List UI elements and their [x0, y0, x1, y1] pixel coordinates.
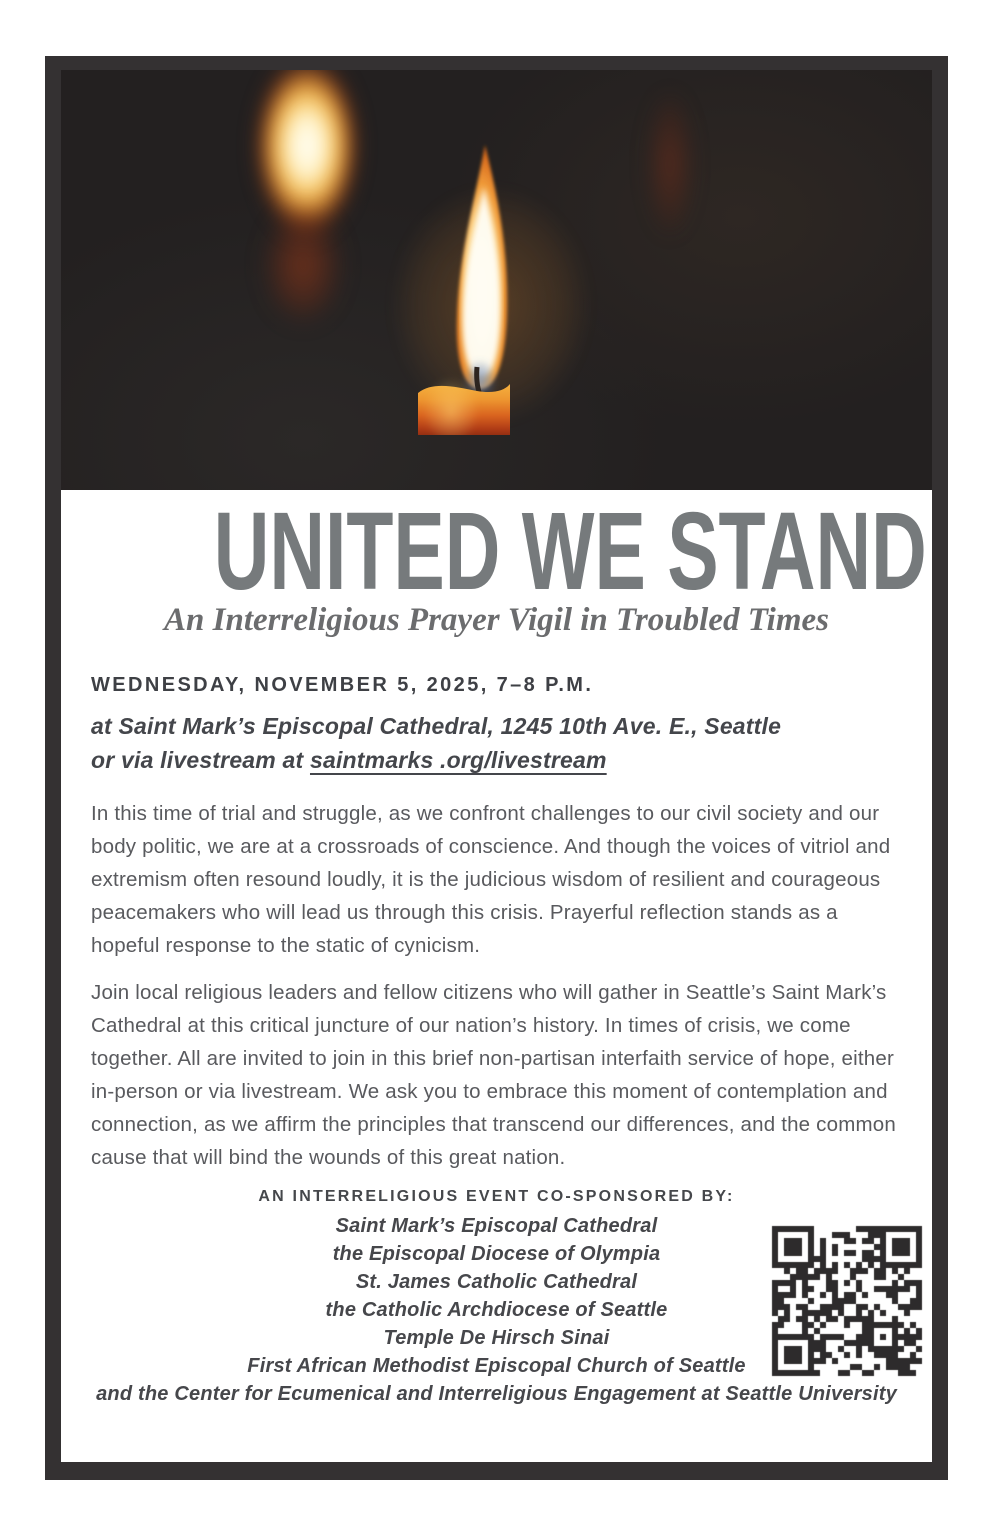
poster-inner: [61, 70, 932, 1462]
candle-photo: [61, 70, 932, 490]
sponsor-item: Temple De Hirsch Sinai: [383, 1327, 610, 1349]
page-title: [61, 490, 932, 613]
text-column: [61, 674, 932, 1174]
event-datetime: WEDNESDAY, NOVEMBER 5, 2025, 7–8 P.M.: [91, 674, 594, 696]
sponsor-item: Saint Mark’s Episcopal Cathedral: [335, 1215, 658, 1237]
event-location-block: [91, 709, 906, 777]
body-paragraph-1: In this time of trial and struggle, as we confront challenges to our civil society and our body politic, we are at a crossroads of conscience. And though the voices of vitriol and extremism often resound loudly, it is the judicious wisdom of resilient and courageous peacemakers who will lead us through this crisis. Prayerful reflection stands as a hopeful response to the static of cynicism.: [91, 802, 891, 957]
poster-frame: [45, 56, 948, 1480]
sponsor-item: St. James Catholic Cathedral: [355, 1271, 638, 1293]
sponsor-item: the Episcopal Diocese of Olympia: [332, 1243, 661, 1265]
livestream-prefix: or via livestream at: [91, 747, 310, 773]
sponsors-heading: AN INTERRELIGIOUS EVENT CO-SPONSORED BY:: [258, 1188, 735, 1205]
page-title-text: UNITED WE STAND: [213, 490, 927, 613]
candle-flame-graphic: [401, 135, 541, 435]
livestream-line: [91, 743, 906, 777]
blurred-flame-tail: [253, 190, 353, 340]
sponsors-section: [61, 1188, 932, 1408]
page-subtitle: An Interreligious Prayer Vigil in Troubled Times: [164, 602, 829, 638]
background-glow: [641, 85, 699, 260]
body-paragraph-2: Join local religious leaders and fellow citizens who will gather in Seattle’s Saint Mark’s Cathedral at this critical juncture of our nation’s history. In times of crisis, we come together. All are invited to join in this brief non-partisan interfaith service of hope, either in-person or via livestream. We ask you to embrace this moment of contemplation and connection, as we affirm the principles that transcend our differences, and the common cause that will bind the wounds of this great nation.: [91, 981, 896, 1169]
sponsor-item: First African Methodist Episcopal Church of Seattle: [247, 1355, 746, 1377]
sponsor-item: the Catholic Archdiocese of Seattle: [325, 1299, 668, 1321]
livestream-link[interactable]: saintmarks .org/livestream: [309, 747, 607, 773]
event-location: at Saint Mark’s Episcopal Cathedral, 1245 10th Ave. E., Seattle: [91, 713, 782, 739]
sponsor-item: and the Center for Ecumenical and Interreligious Engagement at Seattle University: [96, 1383, 897, 1405]
qr-code: [768, 1222, 926, 1380]
